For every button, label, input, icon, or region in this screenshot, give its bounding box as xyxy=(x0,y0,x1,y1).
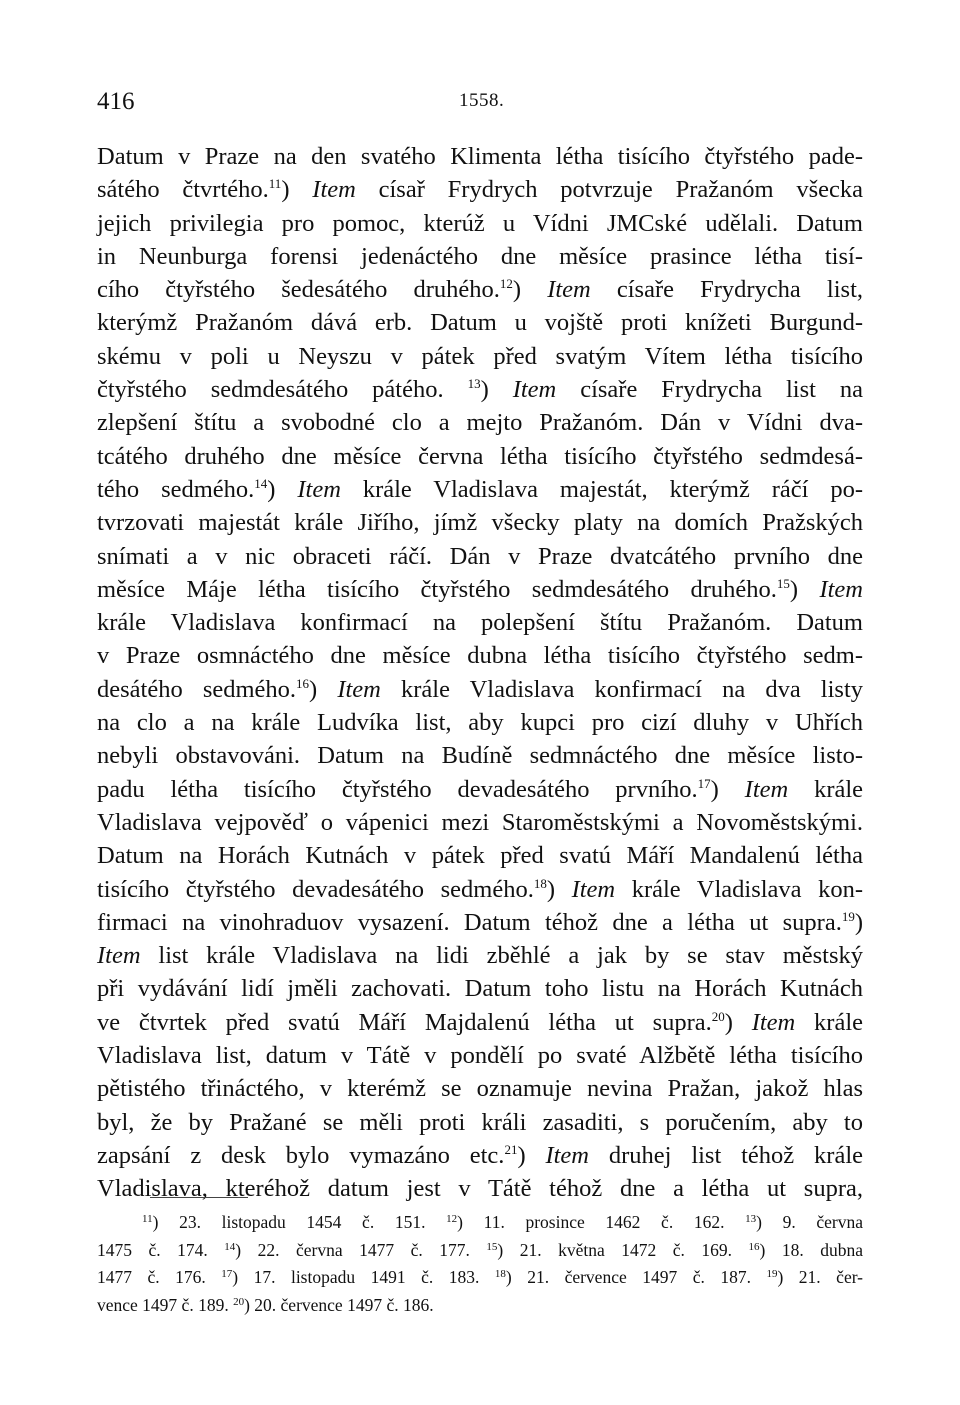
text-segment: padu létha tisícího čtyřstého devadesátého prvního. xyxy=(97,775,698,803)
text-line xyxy=(97,406,863,439)
text-line xyxy=(97,739,863,772)
footnote-number: 12 xyxy=(446,1213,458,1225)
footnote-number: 13 xyxy=(745,1213,757,1225)
footnote-text: ) 17. listopadu 1491 č. 183. xyxy=(232,1267,480,1287)
text-line xyxy=(97,506,863,539)
text-segment: císaře Frydrycha list na xyxy=(580,376,864,404)
item-keyword: Item xyxy=(312,176,356,204)
footnote-ref: 14 xyxy=(254,475,268,491)
footnote-ref: 17 xyxy=(697,775,711,791)
footnote-text: ) 9. června xyxy=(756,1212,864,1232)
text-line xyxy=(97,673,863,706)
text-line xyxy=(97,1139,863,1172)
footnote-ref: 12 xyxy=(499,276,513,292)
footnote-ref: 21 xyxy=(504,1141,518,1157)
text-line xyxy=(97,207,863,240)
text-segment: skému v poli u Neyszu v pátek před svatým Vítem létha tisícího xyxy=(97,342,863,370)
text-segment: Vladislava vejpověď o vápenici mezi Staroměstskými a Novoměstskými. xyxy=(97,808,863,836)
text-segment: měsíce Máje létha tisícího čtyřstého sedmdesátého druhého. xyxy=(97,575,777,603)
text-segment: krále Vladislava majestát, kterýmž ráčí po- xyxy=(362,475,864,503)
text-segment: ) xyxy=(281,176,290,204)
text-segment: při vydávání lidí jměli zachovati. Datum toho listu na Horách Kutnách xyxy=(97,975,863,1003)
item-keyword: Item xyxy=(751,1008,796,1036)
text-segment: ) xyxy=(267,475,276,503)
item-keyword: Item xyxy=(545,1141,590,1169)
footnote-ref: 20 xyxy=(711,1008,725,1024)
text-segment: ) xyxy=(724,1008,733,1036)
text-segment: byl, že by Pražané se měli proti králi zasaditi, s poručením, aby to xyxy=(97,1108,863,1136)
text-line xyxy=(97,806,863,839)
text-segment: císař Frydrych potvrzuje Pražanóm všecka xyxy=(378,176,863,204)
text-segment: druhej list téhož krále xyxy=(608,1141,863,1169)
text-line xyxy=(97,573,863,606)
footnote-text: ) 21. května 1472 č. 169. xyxy=(497,1239,733,1260)
text-segment: Vladislava, kteréhož datum jest v Tátě téhož dne a létha ut supra, xyxy=(97,1175,863,1203)
footnote-number: 11 xyxy=(142,1213,153,1225)
text-segment: čtyřstého sedmdesátého pátého. xyxy=(97,376,444,404)
text-segment: Vladislava list, datum v Tátě v pondělí po svaté Alžbětě létha tisícího xyxy=(97,1042,863,1070)
text-segment: ) xyxy=(512,276,522,304)
text-line xyxy=(97,1172,863,1205)
text-segment: ve čtvrtek před svatú Máří Majdalenú létha ut supra. xyxy=(97,1008,712,1036)
footnote-number: 18 xyxy=(494,1268,506,1280)
text-segment: na clo a na krále Ludvíka list, aby kupci pro cizí dluhy v Uhřích xyxy=(97,709,863,737)
text-segment: krále xyxy=(814,775,864,803)
text-segment: kterýmž Pražanóm dává erb. Datum u vojště proti knížeti Burgund- xyxy=(97,309,863,337)
text-line xyxy=(97,140,863,173)
text-segment: v Praze osmnáctého dne měsíce dubna létha tisícího čtyřstého sedm- xyxy=(97,642,863,670)
text-line xyxy=(97,1039,863,1072)
text-segment: krále Vladislava konfirmací na polepšení štítu Pražanóm. Datum xyxy=(97,609,863,637)
footnote-ref: 18 xyxy=(533,875,547,891)
footnote-number: 20 xyxy=(233,1295,245,1308)
footnote-text: ) 22. června 1477 č. 177. xyxy=(235,1239,470,1260)
item-keyword: Item xyxy=(744,775,789,803)
text-line xyxy=(97,639,863,672)
text-segment: tisícího čtyřstého devadesátého sedmého. xyxy=(97,875,534,903)
text-segment: ) xyxy=(854,908,863,936)
text-segment: zapsání z desk bylo vymazáno etc. xyxy=(97,1141,505,1169)
running-head-year: 1558. xyxy=(459,90,505,111)
footnote-divider xyxy=(150,1197,248,1198)
footnote-text: ) 23. listopadu 1454 č. 151. xyxy=(152,1212,426,1232)
footnote-text: ) 21. čer- xyxy=(777,1267,864,1287)
footnote-ref: 15 xyxy=(776,575,790,591)
text-segment: tcátého druhého dne měsíce června létha tisícího čtyřstého sedmdesá- xyxy=(97,442,863,470)
text-segment: zlepšení štítu a svobodné clo a mejto Pražanóm. Dán v Vídni dva- xyxy=(97,409,863,437)
text-line xyxy=(97,440,863,473)
footnote-line xyxy=(97,1292,863,1320)
text-segment: krále Vladislava kon- xyxy=(631,875,864,903)
text-segment: cího čtyřstého šedesátého druhého. xyxy=(97,276,500,304)
page-header xyxy=(97,88,863,118)
text-segment: ) xyxy=(789,575,799,603)
body-text xyxy=(97,140,863,1206)
text-line xyxy=(97,340,863,373)
footnote-line xyxy=(97,1264,863,1292)
footnote-text: ) 21. července 1497 č. 187. xyxy=(505,1267,751,1287)
text-line xyxy=(97,240,863,273)
footnote-number: 19 xyxy=(766,1268,778,1280)
text-segment: sátého čtvrtého. xyxy=(97,176,269,204)
text-line xyxy=(97,972,863,1005)
footnote-number: 14 xyxy=(224,1240,236,1253)
item-keyword: Item xyxy=(297,475,341,503)
text-segment: císaře Frydrycha list, xyxy=(616,276,863,304)
text-line xyxy=(97,939,863,972)
footnote-text: ) 20. července 1497 č. 186. xyxy=(244,1294,434,1315)
item-keyword: Item xyxy=(819,575,863,603)
text-line xyxy=(97,773,863,806)
text-segment: pětistého třináctého, v kterémž se oznamuje nevina Pražan, jakož hlas xyxy=(97,1075,863,1103)
text-line xyxy=(97,173,863,206)
footnote-number: 15 xyxy=(486,1240,498,1253)
footnote-text: ) 18. dubna xyxy=(759,1239,863,1260)
footnote-ref: 11 xyxy=(268,176,282,192)
text-segment: desátého sedmého. xyxy=(97,675,297,703)
text-line xyxy=(97,606,863,639)
text-segment: ) xyxy=(309,675,318,703)
text-segment: list krále Vladislava na lidi zběhlé a jak by se stav městský xyxy=(158,942,864,970)
text-segment: krále Vladislava konfirmací na dva listy xyxy=(400,675,864,703)
text-segment: ) xyxy=(517,1141,526,1169)
text-line xyxy=(97,873,863,906)
footnote-text: vence 1497 č. 189. xyxy=(97,1294,229,1315)
text-line xyxy=(97,540,863,573)
item-keyword: Item xyxy=(547,276,591,304)
page-number: 416 xyxy=(97,88,135,115)
text-line xyxy=(97,906,863,939)
text-line xyxy=(97,839,863,872)
footnote-text: 1475 č. 174. xyxy=(97,1239,208,1260)
text-line xyxy=(97,273,863,306)
text-line xyxy=(97,473,863,506)
footnote-ref: 13 xyxy=(467,376,481,392)
footnote-number: 16 xyxy=(748,1240,760,1253)
text-segment: Datum v Praze na den svatého Klimenta létha tisícího čtyřstého pade- xyxy=(97,143,863,170)
text-segment: firmaci na vinohraduov vysazení. Datum téhož dne a létha ut supra. xyxy=(97,908,842,936)
text-line xyxy=(97,306,863,339)
footnote-text: 1477 č. 176. xyxy=(97,1267,206,1287)
item-keyword: Item xyxy=(512,376,557,404)
footnote-text: ) 11. prosince 1462 č. 162. xyxy=(457,1212,725,1232)
text-segment: tého sedmého. xyxy=(97,475,255,503)
footnote-number: 17 xyxy=(221,1268,233,1280)
text-line xyxy=(97,1072,863,1105)
text-line xyxy=(97,1006,863,1039)
footnote-ref: 16 xyxy=(296,675,310,691)
text-segment: Datum na Horách Kutnách v pátek před svatú Máří Mandalenú létha xyxy=(97,842,863,870)
footnote-line xyxy=(97,1209,863,1237)
item-keyword: Item xyxy=(337,675,381,703)
item-keyword: Item xyxy=(97,942,141,970)
text-line xyxy=(97,706,863,739)
text-segment: ) xyxy=(480,376,489,404)
footnote-line xyxy=(97,1237,863,1265)
text-segment: ) xyxy=(710,775,719,803)
item-keyword: Item xyxy=(571,875,616,903)
text-segment: nebyli obstavováni. Datum na Budíně sedmnáctého dne měsíce listo- xyxy=(97,742,863,770)
text-segment: ) xyxy=(546,875,555,903)
footnote-ref: 19 xyxy=(841,908,855,924)
text-segment: in Neunburga forensi jedenáctého dne měsíce prasince létha tisí- xyxy=(97,242,863,270)
text-segment: krále xyxy=(814,1008,863,1036)
text-line xyxy=(97,373,863,406)
footnotes xyxy=(97,1209,863,1319)
text-line xyxy=(97,1106,863,1139)
text-segment: snímati a v nic obraceti ráčí. Dán v Praze dvatcátého prvního dne xyxy=(97,542,863,570)
text-segment: tvrzovati majestát krále Jiřího, jímž všecky platy na domích Pražských xyxy=(97,509,863,537)
text-segment: jejich privilegia pro pomoc, kterúž u Vídni JMCské udělali. Datum xyxy=(97,209,863,237)
